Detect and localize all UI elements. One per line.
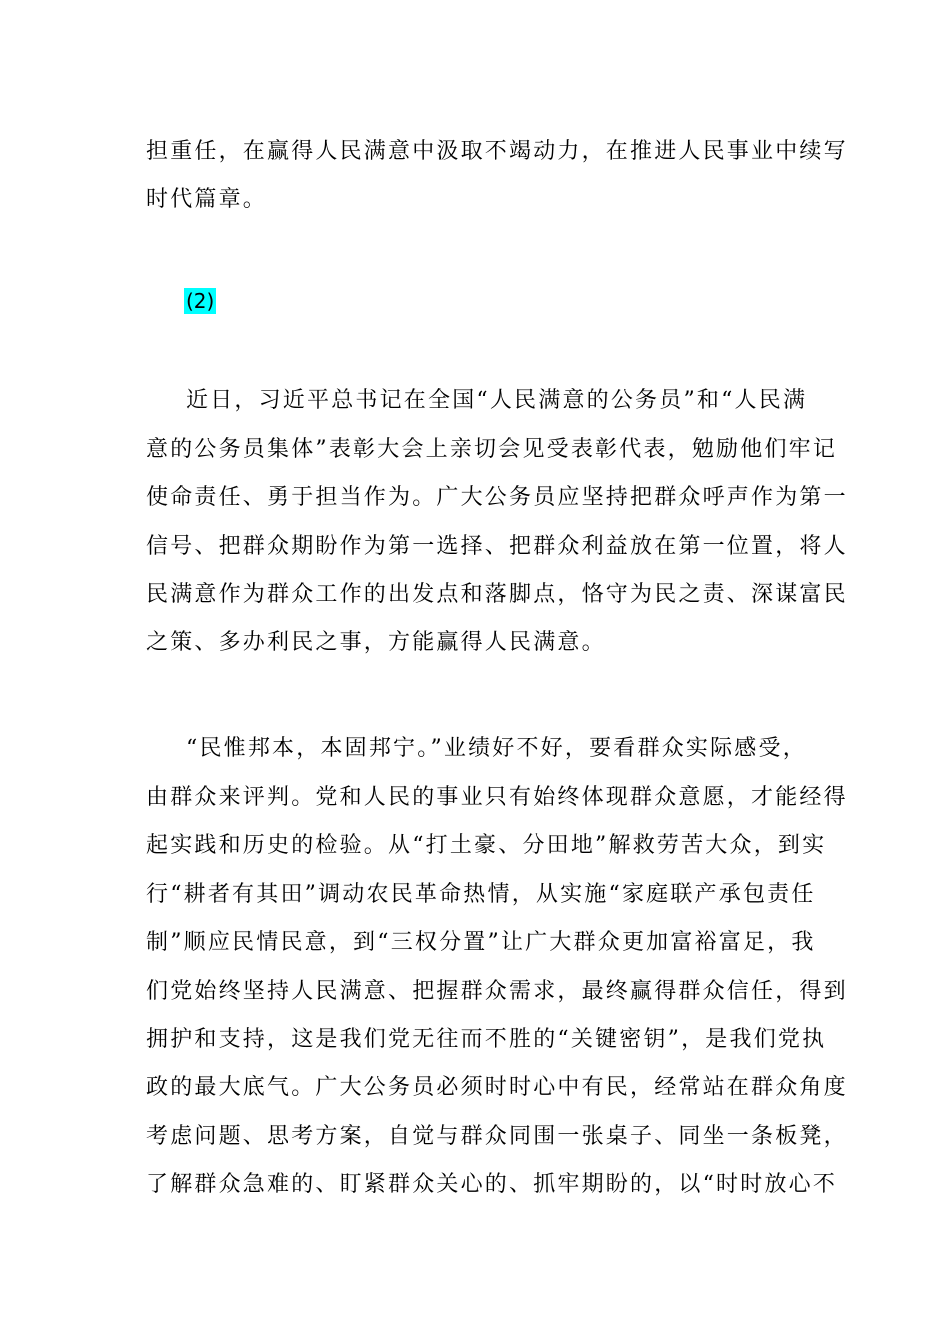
text-line: 使命责任、勇于担当作为。广大公务员应坚持把群众呼声作为第一: [146, 485, 848, 510]
text-line: 政的最大底气。广大公务员必须时时心中有民，经常站在群众角度: [146, 1075, 848, 1100]
text-line: 由群众来评判。党和人民的事业只有始终体现群众意愿，才能经得: [146, 785, 848, 810]
text-line: 行“耕者有其田”调动农民革命热情，从实施“家庭联产承包责任: [146, 882, 816, 907]
text-line: 近日，习近平总书记在全国“人民满意的公务员”和“人民满: [186, 388, 808, 413]
text-line: 了解群众急难的、盯紧群众关心的、抓牢期盼的，以“时时放心不: [146, 1172, 838, 1197]
text-line: 民满意作为群众工作的出发点和落脚点，恪守为民之责、深谋富民: [146, 582, 848, 607]
text-line: 考虑问题、思考方案，自觉与群众同围一张桌子、同坐一条板凳，: [146, 1124, 848, 1149]
text-line: “民惟邦本，本固邦宁。”业绩好不好，要看群众实际感受，: [186, 736, 807, 761]
text-line: 们党始终坚持人民满意、把握群众需求，最终赢得群众信任，得到: [146, 979, 848, 1004]
section-label: (2): [186, 289, 215, 313]
text-line: 起实践和历史的检验。从“打土豪、分田地”解救劳苦大众，到实: [146, 833, 827, 858]
text-line: 之策、多办利民之事，方能赢得人民满意。: [146, 630, 606, 655]
text-line: 担重任，在赢得人民满意中汲取不竭动力，在推进人民事业中续写: [146, 139, 848, 164]
text-line: 时代篇章。: [146, 187, 268, 212]
text-line: 制”顺应民情民意，到“三权分置”让广大群众更加富裕富足，我: [146, 930, 816, 955]
text-line: 拥护和支持，这是我们党无往而不胜的“关键密钥”，是我们党执: [146, 1027, 827, 1052]
text-line: 意的公务员集体”表彰大会上亲切会见受表彰代表，勉励他们牢记: [146, 437, 838, 462]
text-line: 信号、把群众期盼作为第一选择、把群众利益放在第一位置，将人: [146, 534, 848, 559]
